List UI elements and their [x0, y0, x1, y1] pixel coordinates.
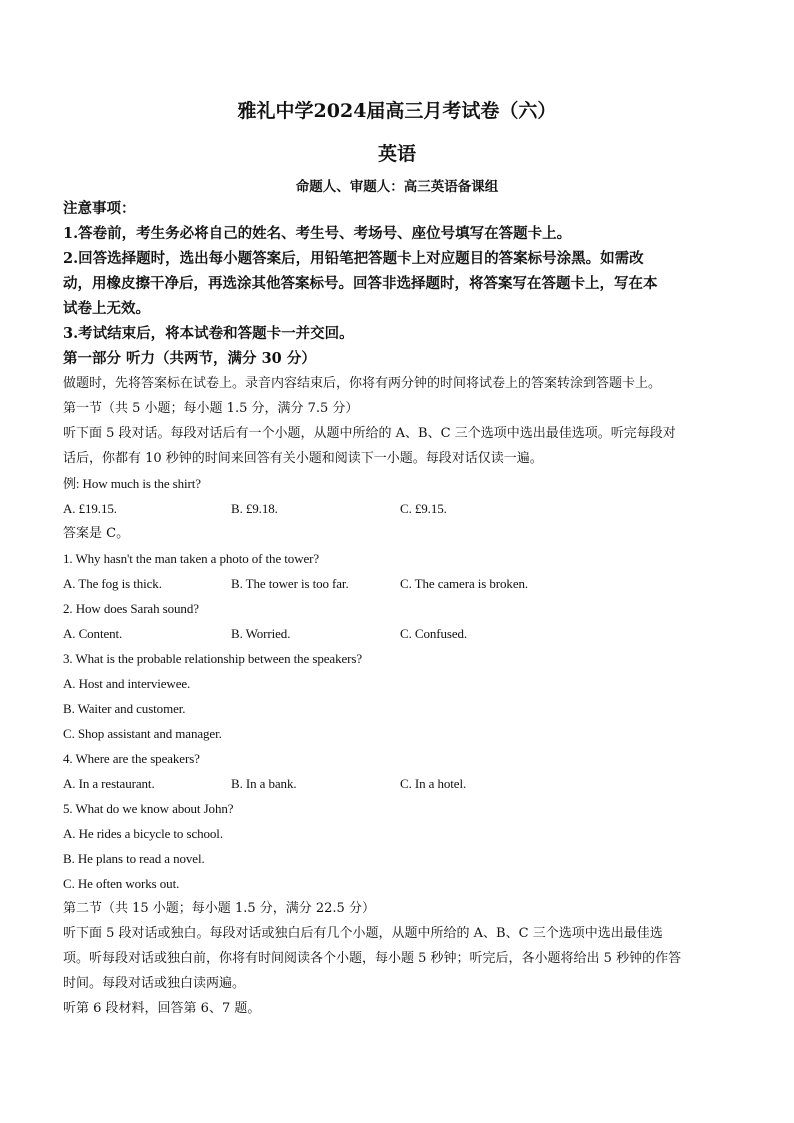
- question-1-option-b: B. The tower is too far.: [231, 576, 349, 591]
- section2-desc-line-2: 项。听每段对话或独白前，你将有时间阅读各个小题，每小题 5 秒钟；听完后，各小题将给出 5 秒钟的作答: [63, 951, 682, 966]
- section1-heading: 第一节（共 5 小题；每小题 1.5 分，满分 7.5 分）: [63, 401, 359, 416]
- notes-item-3: 3.考试结束后，将本试卷和答题卡一并交回。: [63, 325, 354, 342]
- example-option-a: A. £19.15.: [63, 501, 117, 516]
- question-3-option-a: A. Host and interviewee.: [63, 676, 191, 691]
- question-1-option-a: A. The fog is thick.: [63, 576, 162, 591]
- notes-heading: 注意事项：: [63, 200, 136, 217]
- question-5: 5. What do we know about John?: [63, 801, 234, 816]
- exam-content: [63, 196, 727, 1021]
- section2-first-material: 听第 6 段材料，回答第 6、7 题。: [63, 1001, 261, 1016]
- authors-line: 命题人、审题人：高三英语备课组: [295, 179, 499, 195]
- question-5-option-a: A. He rides a bicycle to school.: [63, 826, 223, 841]
- example-answer: 答案是 C。: [63, 526, 130, 541]
- notes-item-2-line-1: 2.回答选择题时，选出每小题答案后，用铅笔把答题卡上对应题目的答案标号涂黑。如需改: [63, 250, 644, 267]
- notes-item-2-line-3: 试卷上无效。: [63, 300, 150, 317]
- section1-desc-line-2: 话后，你都有 10 秒钟的时间来回答有关小题和阅读下一小题。每段对话仅读一遍。: [63, 451, 543, 466]
- section2-desc-line-3: 时间。每段对话或独白读两遍。: [63, 976, 246, 991]
- question-1: 1. Why hasn't the man taken a photo of the tower?: [63, 551, 320, 566]
- question-2: 2. How does Sarah sound?: [63, 601, 199, 616]
- question-5-option-b: B. He plans to read a novel.: [63, 851, 205, 866]
- question-4-option-a: A. In a restaurant.: [63, 776, 155, 791]
- question-1-options: [63, 571, 727, 596]
- section1-desc-line-1: 听下面 5 段对话。每段对话后有一个小题，从题中所给的 A、B、C 三个选项中选出最佳选项。听完每段对: [63, 426, 676, 441]
- example-option-c: C. £9.15.: [400, 501, 447, 516]
- section2-desc-line-1: 听下面 5 段对话或独白。每段对话或独白后有几个小题，从题中所给的 A、B、C 三个选项中选出最佳选: [63, 926, 663, 941]
- notes-item-2-line-2: 动，用橡皮擦干净后，再选涂其他答案标号。回答非选择题时，将答案写在答题卡上，写在本: [63, 275, 658, 292]
- question-2-option-c: C. Confused.: [400, 626, 468, 641]
- question-2-option-b: B. Worried.: [231, 626, 291, 641]
- question-3: 3. What is the probable relationship between the speakers?: [63, 651, 362, 666]
- question-3-option-c: C. Shop assistant and manager.: [63, 726, 222, 741]
- notes-item-1: 1.答卷前，考生务必将自己的姓名、考生号、考场号、座位号填写在答题卡上。: [63, 225, 572, 242]
- question-4: 4. Where are the speakers?: [63, 751, 200, 766]
- part1-heading: 第一部分 听力（共两节，满分 30 分）: [63, 350, 316, 367]
- question-1-option-c: C. The camera is broken.: [400, 576, 529, 591]
- example-question: 例: How much is the shirt?: [63, 476, 201, 491]
- question-4-options: [63, 771, 727, 796]
- exam-title: 雅礼中学2024届高三月考试卷（六）: [237, 100, 557, 122]
- question-4-option-c: C. In a hotel.: [400, 776, 467, 791]
- question-2-option-a: A. Content.: [63, 626, 123, 641]
- example-option-b: B. £9.18.: [231, 501, 278, 516]
- question-4-option-b: B. In a bank.: [231, 776, 297, 791]
- question-3-option-b: B. Waiter and customer.: [63, 701, 186, 716]
- question-2-options: [63, 621, 727, 646]
- section2-heading: 第二节（共 15 小题；每小题 1.5 分，满分 22.5 分）: [63, 901, 375, 916]
- part1-instruction: 做题时，先将答案标在试卷上。录音内容结束后，你将有两分钟的时间将试卷上的答案转涂到答题卡上。: [63, 376, 662, 391]
- subject-title: 英语: [377, 143, 416, 165]
- example-options: [63, 496, 727, 521]
- question-5-option-c: C. He often works out.: [63, 876, 180, 891]
